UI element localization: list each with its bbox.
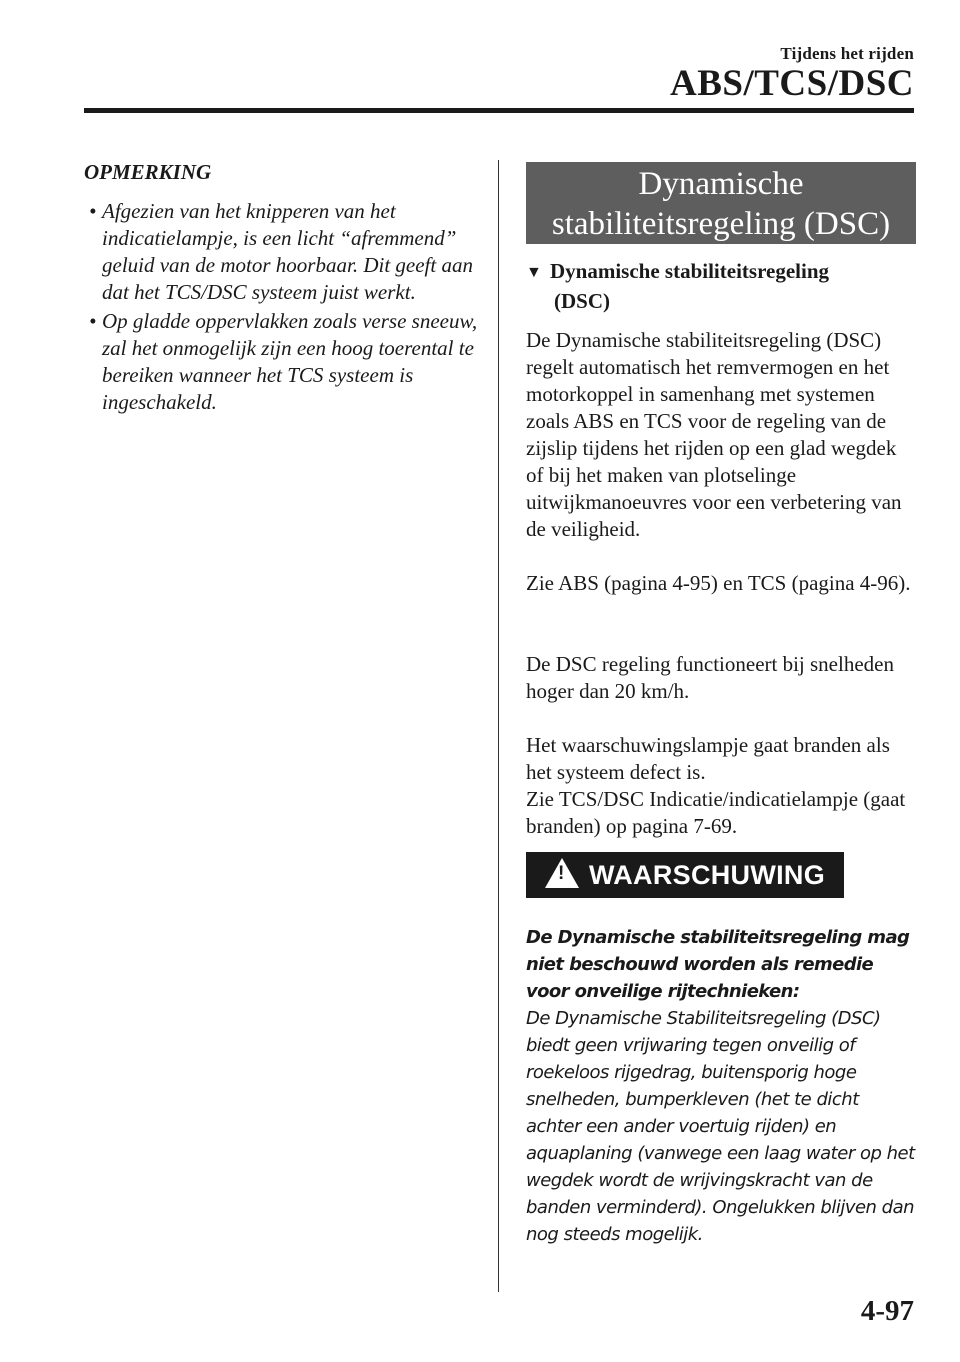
note-item [84,198,484,306]
sub-heading-line-1: Dynamische stabiliteitsregeling [550,259,830,283]
column-divider [498,160,499,1292]
section-banner [526,162,916,244]
bullet-icon: • [89,199,97,223]
bullet-icon: • [89,309,97,333]
note-item-text: Op gladde oppervlakken zoals verse sneeuw, zal het onmogelijk zijn een hoog toerental te bereiken wanneer het TCS systeem is ingeschakeld. [102,309,478,414]
note-item [84,308,484,416]
warning-badge [526,852,844,898]
triangle-down-icon: ▼ [526,264,542,281]
body-paragraph: De DSC regeling functioneert bij snelheden hoger dan 20 km/h. [526,652,894,703]
sub-heading [526,257,918,315]
banner-line-1: Dynamische [638,166,804,202]
body-paragraph: Zie ABS (pagina 4-95) en TCS (pagina 4-96). [526,571,911,595]
warning-body-text: De Dynamische Stabiliteitsregeling (DSC) biedt geen vrijwaring tegen onveilig of roekeloos rijgedrag, buitensporig hoge snelheden, bumperkleven (het te dicht achter een ander voertuig rijden) en aquaplaning (vanwege een laag water op het wegdek wordt de wrijvingskracht van de banden verminderd). Ongelukken blijven dan nog steeds mogelijk. [526,1008,915,1245]
body-paragraph: De Dynamische stabiliteitsregeling (DSC) regelt automatisch het remvermogen en het motorkoppel in samenhang met systemen zoals ABS en TCS voor de regeling van de zijslip tijdens het rijden op een glad wegdek of bij het maken van plotselinge uitwijkmanoeuvres voor een verbetering van de veiligheid. [526,328,902,541]
sub-heading-line-2: (DSC) [554,289,610,313]
header-rule [84,108,914,113]
body-paragraph: Het waarschuwingslampje gaat branden als het systeem defect is. [526,733,890,784]
body-paragraph: Zie TCS/DSC Indicatie/indicatielampje (gaat branden) op pagina 7-69. [526,787,906,838]
note-list [84,198,484,418]
banner-line-2: stabiliteitsregeling (DSC) [551,206,891,242]
note-heading: OPMERKING [84,160,212,184]
chapter-title: ABS/TCS/DSC [669,63,914,104]
warning-label: WAARSCHUWING [588,859,826,890]
page-number: 4-97 [860,1295,914,1327]
note-item-text: Afgezien van het knipperen van het indicatielampje, is een licht “afremmend” geluid van de motor hoorbaar. Dit geeft aan dat het TCS/DSC systeem juist werkt. [102,199,473,304]
warning-triangle-icon [545,858,579,888]
section-name: Tijdens het rijden [780,44,914,63]
warning-heading-text: De Dynamische stabiliteitsregeling mag niet beschouwd worden als remedie voor onveilige rijtechnieken: [526,927,910,1002]
